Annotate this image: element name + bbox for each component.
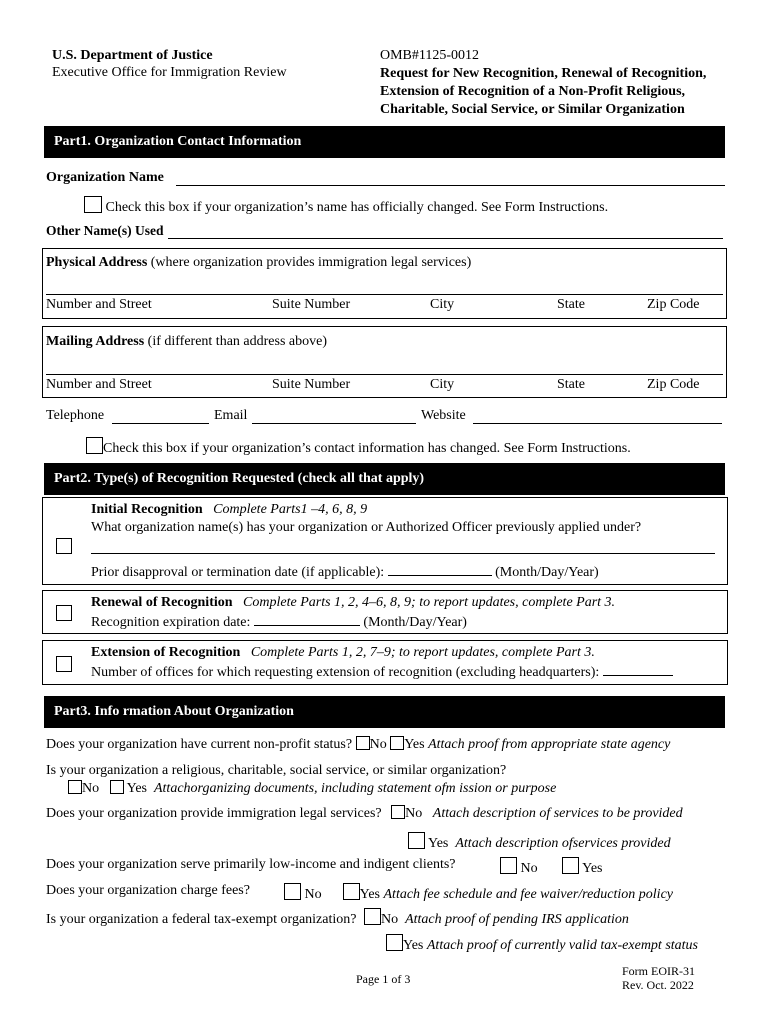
physical-address-field[interactable] [46, 294, 723, 295]
other-names-field[interactable] [168, 238, 723, 239]
org-name-field[interactable] [176, 185, 725, 186]
q2-note: Attachorganizing documents, including statement ofm ission or purpose [153, 781, 557, 796]
name-changed-checkbox[interactable] [84, 196, 102, 213]
mailing-address-box [42, 326, 727, 398]
office-count-row [91, 663, 673, 681]
prior-disapproval-row [91, 563, 599, 581]
email-field[interactable] [252, 423, 416, 424]
prior-disapproval-date-format: (Month/Day/Year) [495, 565, 599, 580]
q3-row [46, 805, 683, 822]
q4-yes-label: Yes [582, 861, 603, 876]
q1-question: Does your organization have current non-profit status? [46, 737, 353, 752]
extension-recognition-checkbox[interactable] [56, 656, 72, 672]
physical-col-state: State [557, 297, 585, 312]
initial-recognition-checkbox[interactable] [56, 538, 72, 554]
q3-yes-note: Attach description ofservices provided [455, 836, 671, 851]
contact-changed-text: Check this box if your organization’s contact information has changed. See Form Instructions. [103, 441, 631, 456]
q2-yes-checkbox[interactable] [110, 780, 124, 794]
q1-no-label: No [369, 737, 387, 752]
contact-changed-row [86, 437, 631, 457]
office-count-field[interactable] [603, 663, 673, 676]
mailing-col-state: State [557, 377, 585, 392]
form-revision: Rev. Oct. 2022 [622, 978, 694, 992]
initial-recognition-note: Complete Parts1 –4, 6, 8, 9 [213, 502, 368, 517]
extension-recognition-box [42, 640, 728, 685]
q2-question: Is your organization a religious, charitable, social service, or similar organization? [46, 763, 507, 778]
extension-recognition-title: Extension of Recognition [91, 645, 241, 660]
name-changed-text: Check this box if your organization’s name has officially changed. See Form Instructions. [105, 200, 609, 215]
expiration-date-field[interactable] [254, 613, 360, 626]
renewal-recognition-heading [91, 595, 615, 611]
q6-no-checkbox[interactable] [364, 908, 381, 925]
omb-number: OMB#1125-0012 [380, 48, 480, 63]
q6-no-note: Attach proof of pending IRS application [405, 912, 629, 927]
org-name-label: Organization Name [46, 170, 164, 185]
mailing-address-label: Mailing Address [46, 334, 145, 349]
q5-yes-label: Yes [359, 887, 380, 902]
q4-answers [500, 857, 602, 877]
mailing-col-suite: Suite Number [272, 377, 351, 392]
physical-col-street: Number and Street [46, 297, 152, 312]
physical-address-box [42, 248, 727, 319]
part1-header: Part1. Organization Contact Information [44, 126, 725, 158]
q4-yes-checkbox[interactable] [562, 857, 579, 874]
q5-no-checkbox[interactable] [284, 883, 301, 900]
q4-no-label: No [520, 861, 538, 876]
expiration-date-row [91, 613, 467, 631]
q6-question: Is your organization a federal tax-exempt organization? [46, 912, 357, 927]
q3-yes-label: Yes [427, 836, 449, 851]
q1-no-checkbox[interactable] [356, 736, 370, 750]
q3-no-label: No [405, 806, 423, 821]
form-id: Form EOIR-31 [622, 964, 695, 978]
q3-no-note: Attach description of services to be provided [432, 806, 683, 821]
part3-header: Part3. Info rmation About Organization [44, 696, 725, 728]
telephone-field[interactable] [112, 423, 209, 424]
q3-yes-checkbox[interactable] [408, 832, 425, 849]
q6-yes-label: Yes [403, 938, 424, 953]
renewal-recognition-title: Renewal of Recognition [91, 595, 233, 610]
mailing-col-street: Number and Street [46, 377, 152, 392]
q2-no-label: No [82, 781, 100, 796]
email-label: Email [214, 408, 248, 423]
q5-note: Attach fee schedule and fee waiver/reduction policy [383, 887, 673, 902]
renewal-recognition-note: Complete Parts 1, 2, 4–6, 8, 9; to report updates, complete Part 3. [243, 595, 616, 610]
q1-row [46, 736, 670, 753]
mailing-col-zip: Zip Code [647, 377, 700, 392]
mailing-address-field[interactable] [46, 374, 723, 375]
q6-yes-note: Attach proof of currently valid tax-exempt status [426, 938, 699, 953]
physical-col-city: City [430, 297, 455, 312]
name-changed-row [84, 196, 608, 216]
q5-yes-checkbox[interactable] [343, 883, 360, 900]
physical-address-heading [46, 255, 471, 271]
office-count-label: Number of offices for which requesting extension of recognition (excluding headquarters): [91, 665, 600, 680]
website-label: Website [421, 408, 466, 423]
initial-recognition-title: Initial Recognition [91, 502, 203, 517]
q5-answers [284, 883, 673, 903]
q6-yes-checkbox[interactable] [386, 934, 403, 951]
q3-yes-row [408, 832, 671, 852]
form-title-line-2: Extension of Recognition of a Non-Profit Religious, [380, 84, 686, 99]
initial-recognition-box [42, 497, 728, 585]
mailing-address-heading [46, 334, 327, 350]
mailing-address-note: (if different than address above) [144, 334, 327, 349]
extension-recognition-heading [91, 645, 595, 661]
office-name: Executive Office for Immigration Review [52, 65, 287, 80]
q2-no-checkbox[interactable] [68, 780, 82, 794]
form-title-line-3: Charitable, Social Service, or Similar Organization [380, 102, 685, 117]
part2-header: Part2. Type(s) of Recognition Requested (check all that apply) [44, 463, 725, 495]
telephone-label: Telephone [46, 408, 105, 423]
other-names-label: Other Name(s) Used [46, 223, 164, 238]
mailing-col-city: City [430, 377, 455, 392]
physical-col-zip: Zip Code [647, 297, 700, 312]
physical-address-label: Physical Address [46, 255, 148, 270]
q1-yes-label: Yes [404, 737, 425, 752]
q5-no-label: No [304, 887, 322, 902]
q6-yes-row [386, 934, 698, 954]
contact-changed-checkbox[interactable] [86, 437, 103, 454]
q3-question: Does your organization provide immigration legal services? [46, 806, 382, 821]
q1-yes-checkbox[interactable] [390, 736, 404, 750]
physical-col-suite: Suite Number [272, 297, 351, 312]
q4-question: Does your organization serve primarily low-income and indigent clients? [46, 857, 456, 872]
previous-names-field[interactable] [91, 553, 715, 554]
initial-recognition-heading [91, 502, 367, 518]
q4-no-checkbox[interactable] [500, 857, 517, 874]
expiration-date-format: (Month/Day/Year) [363, 615, 467, 630]
physical-address-note: (where organization provides immigration legal services) [147, 255, 472, 270]
q2-yes-label: Yes [126, 781, 147, 796]
website-field[interactable] [473, 423, 722, 424]
q2-answers [68, 780, 556, 797]
prior-disapproval-label: Prior disapproval or termination date (if applicable): [91, 565, 385, 580]
q1-note: Attach proof from appropriate state agency [428, 737, 671, 752]
q5-question: Does your organization charge fees? [46, 883, 250, 898]
renewal-recognition-box [42, 590, 728, 634]
form-title-line-1: Request for New Recognition, Renewal of Recognition, [380, 66, 707, 81]
q6-row [46, 908, 629, 928]
agency-name: U.S. Department of Justice [52, 48, 213, 63]
q6-no-label: No [380, 912, 399, 927]
renewal-recognition-checkbox[interactable] [56, 605, 72, 621]
initial-recognition-question: What organization name(s) has your organization or Authorized Officer previously applied under? [91, 520, 642, 535]
extension-recognition-note: Complete Parts 1, 2, 7–9; to report updates, complete Part 3. [250, 645, 595, 660]
page-number: Page 1 of 3 [356, 972, 411, 986]
expiration-date-label: Recognition expiration date: [91, 615, 251, 630]
q3-no-checkbox[interactable] [391, 805, 405, 819]
prior-disapproval-date-field[interactable] [388, 563, 492, 576]
